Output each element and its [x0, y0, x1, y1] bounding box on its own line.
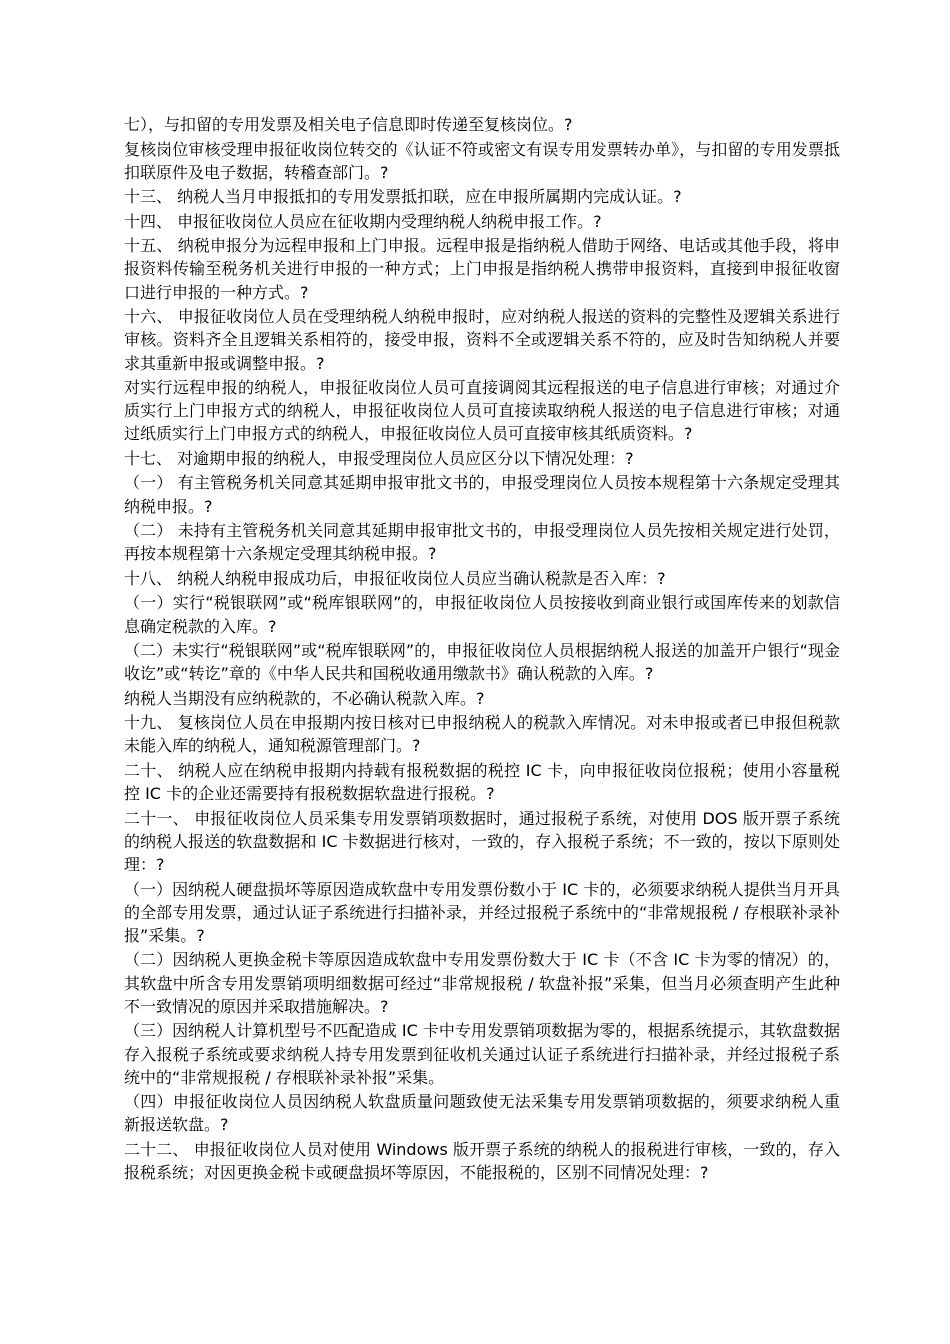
paragraph: 十五、 纳税申报分为远程申报和上门申报。远程申报是指纳税人借助于网络、电话或其他手段，将申报资料传输至税务机关进行申报的一种方式；上门申报是指纳税人携带申报资料，直接到申报征收窗口进行申报的一种方式。? [124, 236, 840, 302]
paragraph: （一） 有主管税务机关同意其延期申报审批文书的，申报受理岗位人员按本规程第十六条规定受理其纳税申报。? [124, 473, 840, 516]
paragraph: 十八、 纳税人纳税申报成功后，申报征收岗位人员应当确认税款是否入库：? [124, 568, 666, 588]
paragraph: （三）因纳税人计算机型号不匹配造成 IC 卡中专用发票销项数据为零的，根据系统提示，其软盘数据存入报税子系统或要求纳税人持专用发票到征收机关通过认证子系统进行扫描补录，并经过报税子系统中的“非常规报税 / 存根联补录补报”采集。 [124, 1021, 840, 1087]
paragraph: 七），与扣留的专用发票及相关电子信息即时传递至复核岗位。? [124, 115, 573, 134]
paragraph: 十九、 复核岗位人员在申报期内按日核对已申报纳税人的税款入库情况。对未申报或者已申报但税款未能入库的纳税人，通知税源管理部门。? [124, 713, 840, 756]
paragraph: （二）因纳税人更换金税卡等原因造成软盘中专用发票份数大于 IC 卡（不含 IC 卡为零的情况）的，其软盘中所含专用发票销项明细数据可经过“非常规报税 / 软盘补报”采集，但当月必须查明产生此种不一致情况的原因并采取措施解决。? [124, 950, 840, 1016]
paragraph: （二） 未持有主管税务机关同意其延期申报审批文书的，申报受理岗位人员先按相关规定进行处罚，再按本规程第十六条规定受理其纳税申报。? [124, 521, 840, 564]
paragraph: 十四、 申报征收岗位人员应在征收期内受理纳税人纳税申报工作。? [124, 211, 602, 231]
paragraph: （二）未实行“税银联网”或“税库银联网”的，申报征收岗位人员根据纳税人报送的加盖开户银行“现金收讫”或“转讫”章的《中华人民共和国税收通用缴款书》确认税款的入库。? [124, 641, 840, 684]
document-body [124, 113, 840, 1186]
paragraph: （一）实行“税银联网”或“税库银联网”的，申报征收岗位人员按接收到商业银行或国库传来的划款信息确定税款的入库。? [124, 593, 840, 636]
paragraph: （四）申报征收岗位人员因纳税人软盘质量问题致使无法采集专用发票销项数据的，须要求纳税人重新报送软盘。? [124, 1092, 840, 1135]
paragraph: 复核岗位审核受理申报征收岗位转交的《认证不符或密文有误专用发票转办单》，与扣留的专用发票抵扣联原件及电子数据，转稽查部门。? [124, 139, 840, 182]
paragraph: （一）因纳税人硬盘损坏等原因造成软盘中专用发票份数小于 IC 卡的，必须要求纳税人提供当月开具的全部专用发票，通过认证子系统进行扫描补录，并经过报税子系统中的“非常规报税 / 存根联补录补报”采集。? [124, 879, 840, 945]
paragraph: 十六、 申报征收岗位人员在受理纳税人纳税申报时，应对纳税人报送的资料的完整性及逻辑关系进行审核。资料齐全且逻辑关系相符的，接受申报，资料不全或逻辑关系不符的，应及时告知纳税人并要求其重新申报或调整申报。? [124, 307, 840, 373]
paragraph: 对实行远程申报的纳税人，申报征收岗位人员可直接调阅其远程报送的电子信息进行审核；对通过介质实行上门申报方式的纳税人，申报征收岗位人员可直接读取纳税人报送的电子信息进行审核；对通过纸质实行上门申报方式的纳税人，申报征收岗位人员可直接审核其纸质资料。? [124, 378, 840, 444]
paragraph: 二十二、 申报征收岗位人员对使用 Windows 版开票子系统的纳税人的报税进行审核，一致的，存入报税系统；对因更换金税卡或硬盘损坏等原因，不能报税的，区别不同情况处理：? [124, 1139, 840, 1183]
paragraph: 二十、 纳税人应在纳税申报期内持载有报税数据的税控 IC 卡，向申报征收岗位报税；使用小容量税控 IC 卡的企业还需要持有报税数据软盘进行报税。? [124, 760, 840, 804]
paragraph: 十七、 对逾期申报的纳税人，申报受理岗位人员应区分以下情况处理：? [124, 448, 634, 468]
paragraph: 十三、 纳税人当月申报抵扣的专用发票抵扣联，应在申报所属期内完成认证。? [124, 187, 682, 207]
paragraph: 二十一、 申报征收岗位人员采集专用发票销项数据时，通过报税子系统，对使用 DOS 版开票子系统的纳税人报送的软盘数据和 IC 卡数据进行核对，一致的，存入报税子系统；不一致的，按以下原则处理：? [124, 808, 840, 875]
paragraph: 纳税人当期没有应纳税款的，不必确认税款入库。? [124, 688, 485, 708]
